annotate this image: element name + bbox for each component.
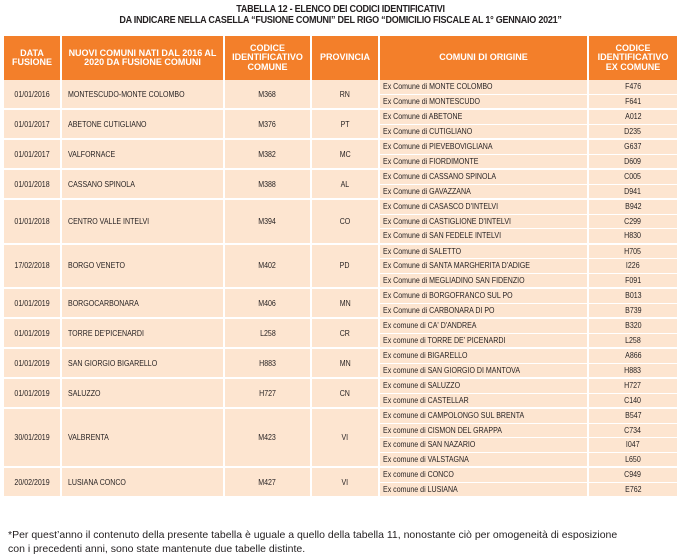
ex-comune-code-cell: F091 (589, 274, 677, 290)
new-comune-cell: CASSANO SPINOLA (62, 170, 225, 200)
origin-comune-cell: Ex comune di VALSTAGNA (380, 453, 589, 469)
origin-comune-cell: Ex Comune di MONTESCUDO (380, 95, 589, 111)
table-row (4, 110, 677, 125)
ex-comune-code-cell: H830 (589, 229, 677, 245)
comune-code-cell: M402 (225, 245, 312, 290)
origin-comune-cell: Ex Comune di CASASCO D'INTELVI (380, 200, 589, 215)
header-comuni-origine: COMUNI DI ORIGINE (380, 36, 589, 80)
ex-comune-code-cell: I226 (589, 259, 677, 274)
ex-comune-code-cell: C734 (589, 424, 677, 439)
new-comune-cell: VALFORNACE (62, 140, 225, 170)
table-title: TABELLA 12 - ELENCO DEI CODICI IDENTIFICATIVI (236, 3, 445, 15)
provincia-cell: CO (312, 200, 380, 245)
table-row (4, 319, 677, 334)
new-comune-cell: BORGOCARBONARA (62, 289, 225, 319)
origin-comune-cell: Ex Comune di CASSANO SPINOLA (380, 170, 589, 185)
origin-comune-cell: Ex comune di CA' D'ANDREA (380, 319, 589, 334)
new-comune-cell: LUSIANA CONCO (62, 468, 225, 498)
new-comune-cell: VALBRENTA (62, 409, 225, 468)
ex-comune-code-cell: B942 (589, 200, 677, 215)
new-comune-cell: ABETONE CUTIGLIANO (62, 110, 225, 140)
table-body (4, 80, 677, 498)
origin-comune-cell: Ex comune di CASTELLAR (380, 394, 589, 410)
comune-code-cell: H727 (225, 379, 312, 409)
fusion-date-cell: 01/01/2019 (4, 379, 62, 409)
provincia-cell: PD (312, 245, 380, 290)
header-data-fusione: DATA FUSIONE (4, 36, 62, 80)
origin-comune-cell: Ex Comune di PIEVEBOVIGLIANA (380, 140, 589, 155)
fusion-date-cell: 01/01/2016 (4, 80, 62, 110)
table-row (4, 409, 677, 424)
comune-code-cell: M376 (225, 110, 312, 140)
fusion-date-cell: 20/02/2019 (4, 468, 62, 498)
ex-comune-code-cell: D235 (589, 125, 677, 141)
provincia-cell: AL (312, 170, 380, 200)
provincia-cell: MN (312, 289, 380, 319)
ex-comune-code-cell: B013 (589, 289, 677, 304)
fusion-date-cell: 01/01/2019 (4, 349, 62, 379)
origin-comune-cell: Ex Comune di GAVAZZANA (380, 185, 589, 201)
fusion-date-cell: 01/01/2018 (4, 170, 62, 200)
fusion-date-cell: 01/01/2017 (4, 110, 62, 140)
fusion-date-cell: 17/02/2018 (4, 245, 62, 290)
provincia-cell: CR (312, 319, 380, 349)
header-codice-ex-comune: CODICE IDENTIFICATIVO EX COMUNE (589, 36, 677, 80)
comune-code-cell: M427 (225, 468, 312, 498)
ex-comune-code-cell: G637 (589, 140, 677, 155)
provincia-cell: VI (312, 468, 380, 498)
new-comune-cell: TORRE DE'PICENARDI (62, 319, 225, 349)
table-row (4, 349, 677, 364)
footnote-line-2: con i precedenti anni, sono state mantenute due tabelle distinte. (8, 543, 306, 555)
ex-comune-code-cell: F476 (589, 80, 677, 95)
footnote (8, 528, 680, 556)
provincia-cell: PT (312, 110, 380, 140)
table-subtitle: DA INDICARE NELLA CASELLA “FUSIONE COMUNI” DEL RIGO “DOMICILIO FISCALE AL 1° GENNAIO 2021” (119, 14, 562, 26)
fusion-date-cell: 01/01/2018 (4, 200, 62, 245)
origin-comune-cell: Ex comune di TORRE DE' PICENARDI (380, 334, 589, 350)
comune-code-cell: M368 (225, 80, 312, 110)
new-comune-cell: MONTESCUDO-MONTE COLOMBO (62, 80, 225, 110)
table-row (4, 379, 677, 394)
header-provincia: PROVINCIA (312, 36, 380, 80)
origin-comune-cell: Ex comune di LUSIANA (380, 483, 589, 499)
origin-comune-cell: Ex Comune di ABETONE (380, 110, 589, 125)
new-comune-cell: SALUZZO (62, 379, 225, 409)
origin-comune-cell: Ex Comune di MEGLIADINO SAN FIDENZIO (380, 274, 589, 290)
comune-code-cell: M388 (225, 170, 312, 200)
comune-code-cell: M406 (225, 289, 312, 319)
ex-comune-code-cell: L258 (589, 334, 677, 350)
origin-comune-cell: Ex Comune di BORGOFRANCO SUL PO (380, 289, 589, 304)
ex-comune-code-cell: F641 (589, 95, 677, 111)
comune-code-cell: M382 (225, 140, 312, 170)
ex-comune-code-cell: E762 (589, 483, 677, 499)
origin-comune-cell: Ex Comune di MONTE COLOMBO (380, 80, 589, 95)
new-comune-cell: SAN GIORGIO BIGARELLO (62, 349, 225, 379)
origin-comune-cell: Ex Comune di SANTA MARGHERITA D'ADIGE (380, 259, 589, 274)
fusion-date-cell: 30/01/2019 (4, 409, 62, 468)
origin-comune-cell: Ex comune di SALUZZO (380, 379, 589, 394)
fusion-date-cell: 01/01/2017 (4, 140, 62, 170)
ex-comune-code-cell: B320 (589, 319, 677, 334)
new-comune-cell: BORGO VENETO (62, 245, 225, 290)
table-row (4, 468, 677, 483)
provincia-cell: CN (312, 379, 380, 409)
ex-comune-code-cell: H883 (589, 364, 677, 380)
origin-comune-cell: Ex comune di SAN NAZARIO (380, 438, 589, 453)
origin-comune-cell: Ex Comune di CARBONARA DI PO (380, 304, 589, 320)
table-row (4, 245, 677, 260)
provincia-cell: MN (312, 349, 380, 379)
ex-comune-code-cell: L650 (589, 453, 677, 469)
origin-comune-cell: Ex Comune di FIORDIMONTE (380, 155, 589, 171)
new-comune-cell: CENTRO VALLE INTELVI (62, 200, 225, 245)
provincia-cell: VI (312, 409, 380, 468)
origin-comune-cell: Ex Comune di SALETTO (380, 245, 589, 260)
ex-comune-code-cell: D941 (589, 185, 677, 201)
origin-comune-cell: Ex Comune di SAN FEDELE INTELVI (380, 229, 589, 245)
comune-code-cell: M423 (225, 409, 312, 468)
fusion-table (4, 36, 677, 498)
provincia-cell: RN (312, 80, 380, 110)
table-row (4, 289, 677, 304)
ex-comune-code-cell: A866 (589, 349, 677, 364)
ex-comune-code-cell: I047 (589, 438, 677, 453)
ex-comune-code-cell: C949 (589, 468, 677, 483)
table-header-row (4, 36, 677, 80)
header-nuovi-comuni: NUOVI COMUNI NATI DAL 2016 AL 2020 DA FUSIONE COMUNI (62, 36, 225, 80)
ex-comune-code-cell: C140 (589, 394, 677, 410)
comune-code-cell: M394 (225, 200, 312, 245)
ex-comune-code-cell: D609 (589, 155, 677, 171)
fusion-date-cell: 01/01/2019 (4, 319, 62, 349)
origin-comune-cell: Ex comune di CONCO (380, 468, 589, 483)
comune-code-cell: L258 (225, 319, 312, 349)
origin-comune-cell: Ex comune di CAMPOLONGO SUL BRENTA (380, 409, 589, 424)
ex-comune-code-cell: C005 (589, 170, 677, 185)
ex-comune-code-cell: H727 (589, 379, 677, 394)
ex-comune-code-cell: H705 (589, 245, 677, 260)
comune-code-cell: H883 (225, 349, 312, 379)
ex-comune-code-cell: B547 (589, 409, 677, 424)
table-row (4, 200, 677, 215)
footnote-line-1: *Per quest’anno il contenuto della presente tabella è uguale a quello della tabella 11, nonostante ciò per omogeneità di esposizione (8, 529, 618, 541)
origin-comune-cell: Ex comune di BIGARELLO (380, 349, 589, 364)
provincia-cell: MC (312, 140, 380, 170)
table-row (4, 140, 677, 155)
origin-comune-cell: Ex comune di CISMON DEL GRAPPA (380, 424, 589, 439)
header-codice-comune: CODICE IDENTIFICATIVO COMUNE (225, 36, 312, 80)
table-row (4, 170, 677, 185)
ex-comune-code-cell: B739 (589, 304, 677, 320)
ex-comune-code-cell: C299 (589, 215, 677, 230)
origin-comune-cell: Ex Comune di CASTIGLIONE D'INTELVI (380, 215, 589, 230)
table-row (4, 80, 677, 95)
origin-comune-cell: Ex comune di SAN GIORGIO DI MANTOVA (380, 364, 589, 380)
fusion-date-cell: 01/01/2019 (4, 289, 62, 319)
ex-comune-code-cell: A012 (589, 110, 677, 125)
origin-comune-cell: Ex Comune di CUTIGLIANO (380, 125, 589, 141)
